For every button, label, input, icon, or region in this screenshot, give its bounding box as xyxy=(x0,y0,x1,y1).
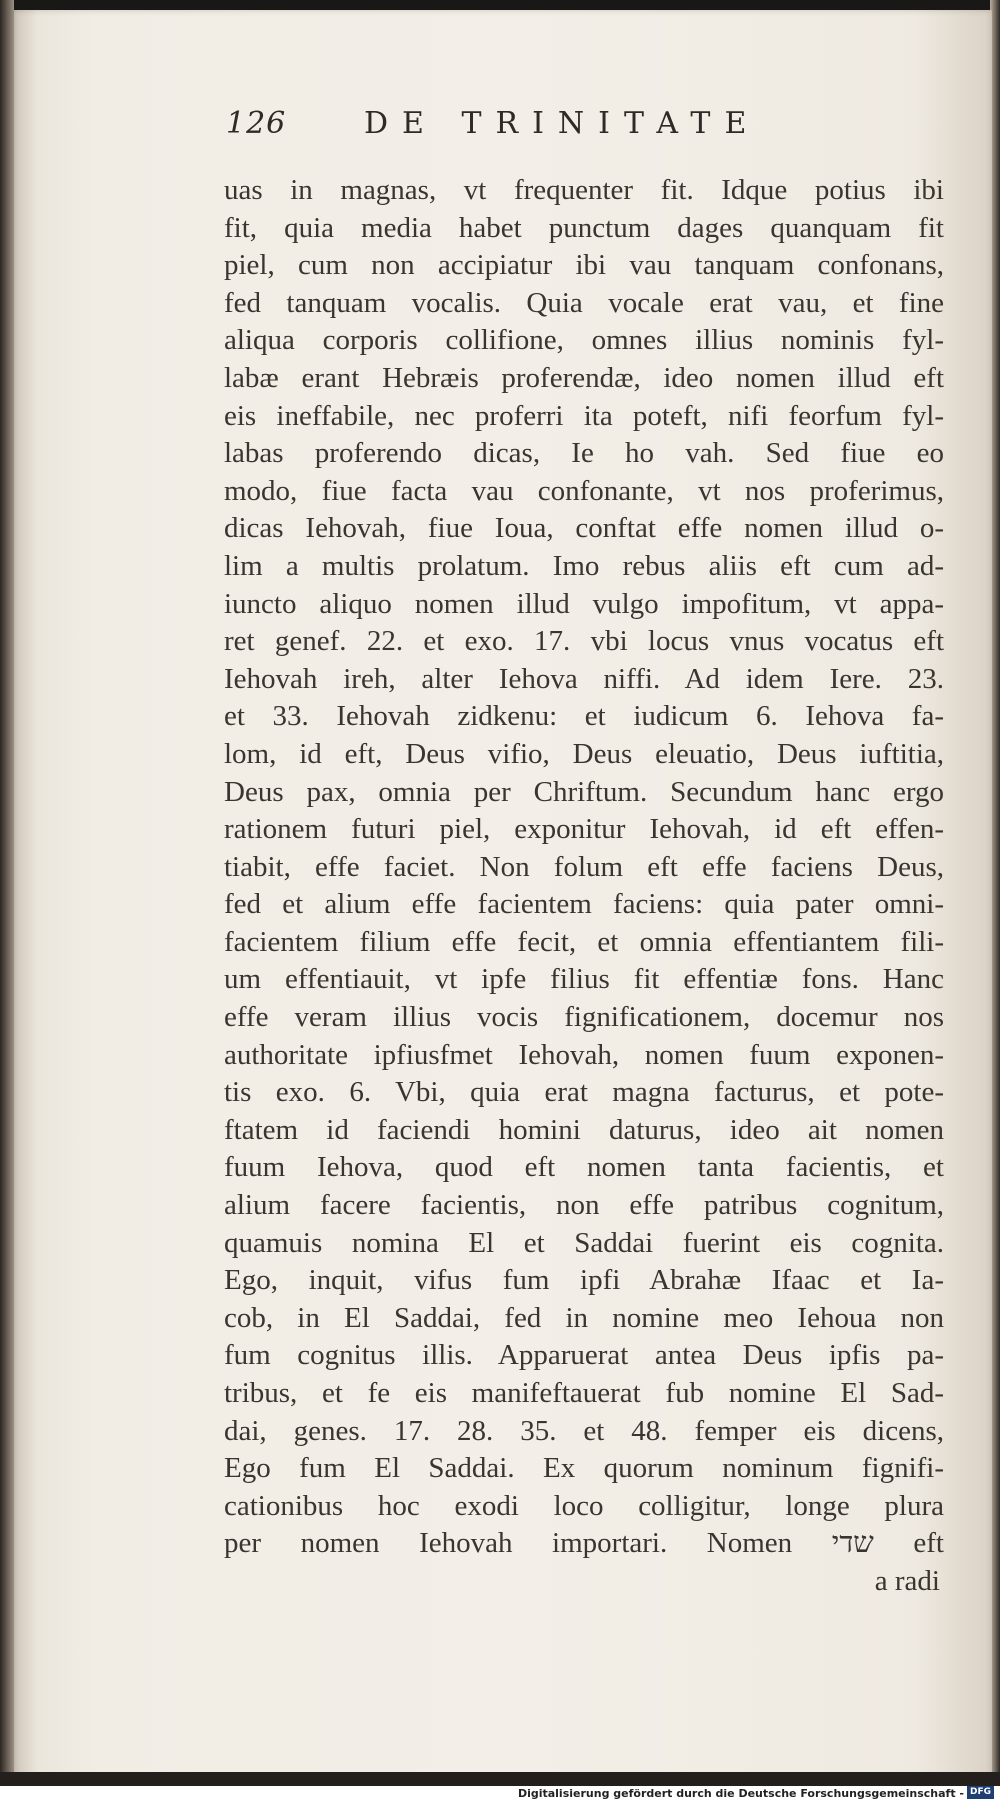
text-line: Deus pax, omnia per Chriftum. Secundum hanc ergo xyxy=(224,775,944,808)
text-line: ret genef. 22. et exo. 17. vbi locus vnus vocatus eft xyxy=(224,625,944,658)
text-line: fit, quia media habet punctum dages quanquam fit xyxy=(224,211,944,244)
text-line: labas proferendo dicas, Ie ho vah. Sed fiue eo xyxy=(224,437,944,470)
text-line: modo, fiue facta vau confonante, vt nos proferimus, xyxy=(224,474,944,507)
text-line: dai, genes. 17. 28. 35. et 48. femper eis dicens, xyxy=(224,1414,944,1447)
text-line: fum cognitus illis. Apparuerat antea Deus ipfis pa- xyxy=(224,1339,944,1372)
text-line: cob, in El Saddai, fed in nomine meo Iehoua non xyxy=(224,1301,944,1334)
text-line: et 33. Iehovah zidkenu: et iudicum 6. Iehova fa- xyxy=(224,700,944,733)
text-line: lim a multis prolatum. Imo rebus aliis eft cum ad- xyxy=(224,549,944,582)
text-line: fed tanquam vocalis. Quia vocale erat vau, et fine xyxy=(224,286,944,319)
digitization-credit: Digitalisierung gefördert durch die Deutsche Forschungsgemeinschaft - xyxy=(517,1787,964,1800)
page-number: 126 xyxy=(226,106,287,141)
text-line: Iehovah ireh, alter Iehova niffi. Ad idem Iere. 23. xyxy=(224,662,944,695)
text-line: dicas Iehovah, fiue Ioua, conftat effe nomen illud o- xyxy=(224,512,944,545)
text-line: tiabit, effe faciet. Non folum eft effe faciens Deus, xyxy=(224,850,944,883)
text-line: cationibus hoc exodi loco colligitur, longe plura xyxy=(224,1489,944,1522)
text-line: Ego fum El Saddai. Ex quorum nominum fignifi- xyxy=(224,1452,944,1485)
text-line: fed et alium effe facientem faciens: quia pater omni- xyxy=(224,888,944,921)
dfg-logo: DFG xyxy=(967,1786,994,1799)
text-line: alium facere facientis, non effe patribus cognitum, xyxy=(224,1189,944,1222)
text-line: labæ erant Hebræis proferendæ, ideo nomen illud eft xyxy=(224,361,944,394)
text-line: iuncto aliquo nomen illud vulgo impofitum, vt appa- xyxy=(224,587,944,620)
text-line: tis exo. 6. Vbi, quia erat magna facturus, et pote- xyxy=(224,1076,944,1109)
text-line: per nomen Iehovah importari. Nomen שדי eft xyxy=(224,1527,944,1560)
body-text xyxy=(224,172,944,1601)
text-line: Ego, inquit, vifus fum ipfi Abrahæ Ifaac et Ia- xyxy=(224,1264,944,1297)
running-title: DE TRINITATE xyxy=(364,106,761,141)
scanner-bottom-edge xyxy=(0,1772,1000,1786)
catchword: a radi xyxy=(874,1564,940,1597)
text-line: tribus, et fe eis manifeftauerat fub nomine El Sad- xyxy=(224,1377,944,1409)
text-line: um effentiauit, vt ipfe filius fit effentiæ fons. Hanc xyxy=(224,963,944,996)
text-line: lom, id eft, Deus vifio, Deus eleuatio, Deus iuftitia, xyxy=(224,737,944,770)
text-line: rationem futuri piel, exponitur Iehovah, id eft effen- xyxy=(224,813,944,846)
text-line: authoritate ipfiusfmet Iehovah, nomen fuum exponen- xyxy=(224,1038,944,1071)
text-line: piel, cum non accipiatur ibi vau tanquam confonans, xyxy=(224,249,944,282)
text-line: ftatem id faciendi homini daturus, ideo ait nomen xyxy=(224,1113,944,1146)
book-spine-edge xyxy=(0,0,14,1790)
text-line: uas in magnas, vt frequenter fit. Idque potius ibi xyxy=(224,174,944,206)
text-line: quamuis nomina El et Saddai fuerint eis cognita. xyxy=(224,1226,944,1259)
text-line: eis ineffabile, nec proferri ita poteft, nifi feorfum fyl- xyxy=(224,399,944,432)
running-head xyxy=(226,106,806,150)
text-line: fuum Iehova, quod eft nomen tanta facientis, et xyxy=(224,1151,944,1184)
text-line: effe veram illius vocis fignificationem, docemur nos xyxy=(224,1001,944,1034)
text-line: aliqua corporis collifione, omnes illius nominis fyl- xyxy=(224,324,944,357)
text-line: facientem filium effe fecit, et omnia effentiantem fili- xyxy=(224,925,944,958)
